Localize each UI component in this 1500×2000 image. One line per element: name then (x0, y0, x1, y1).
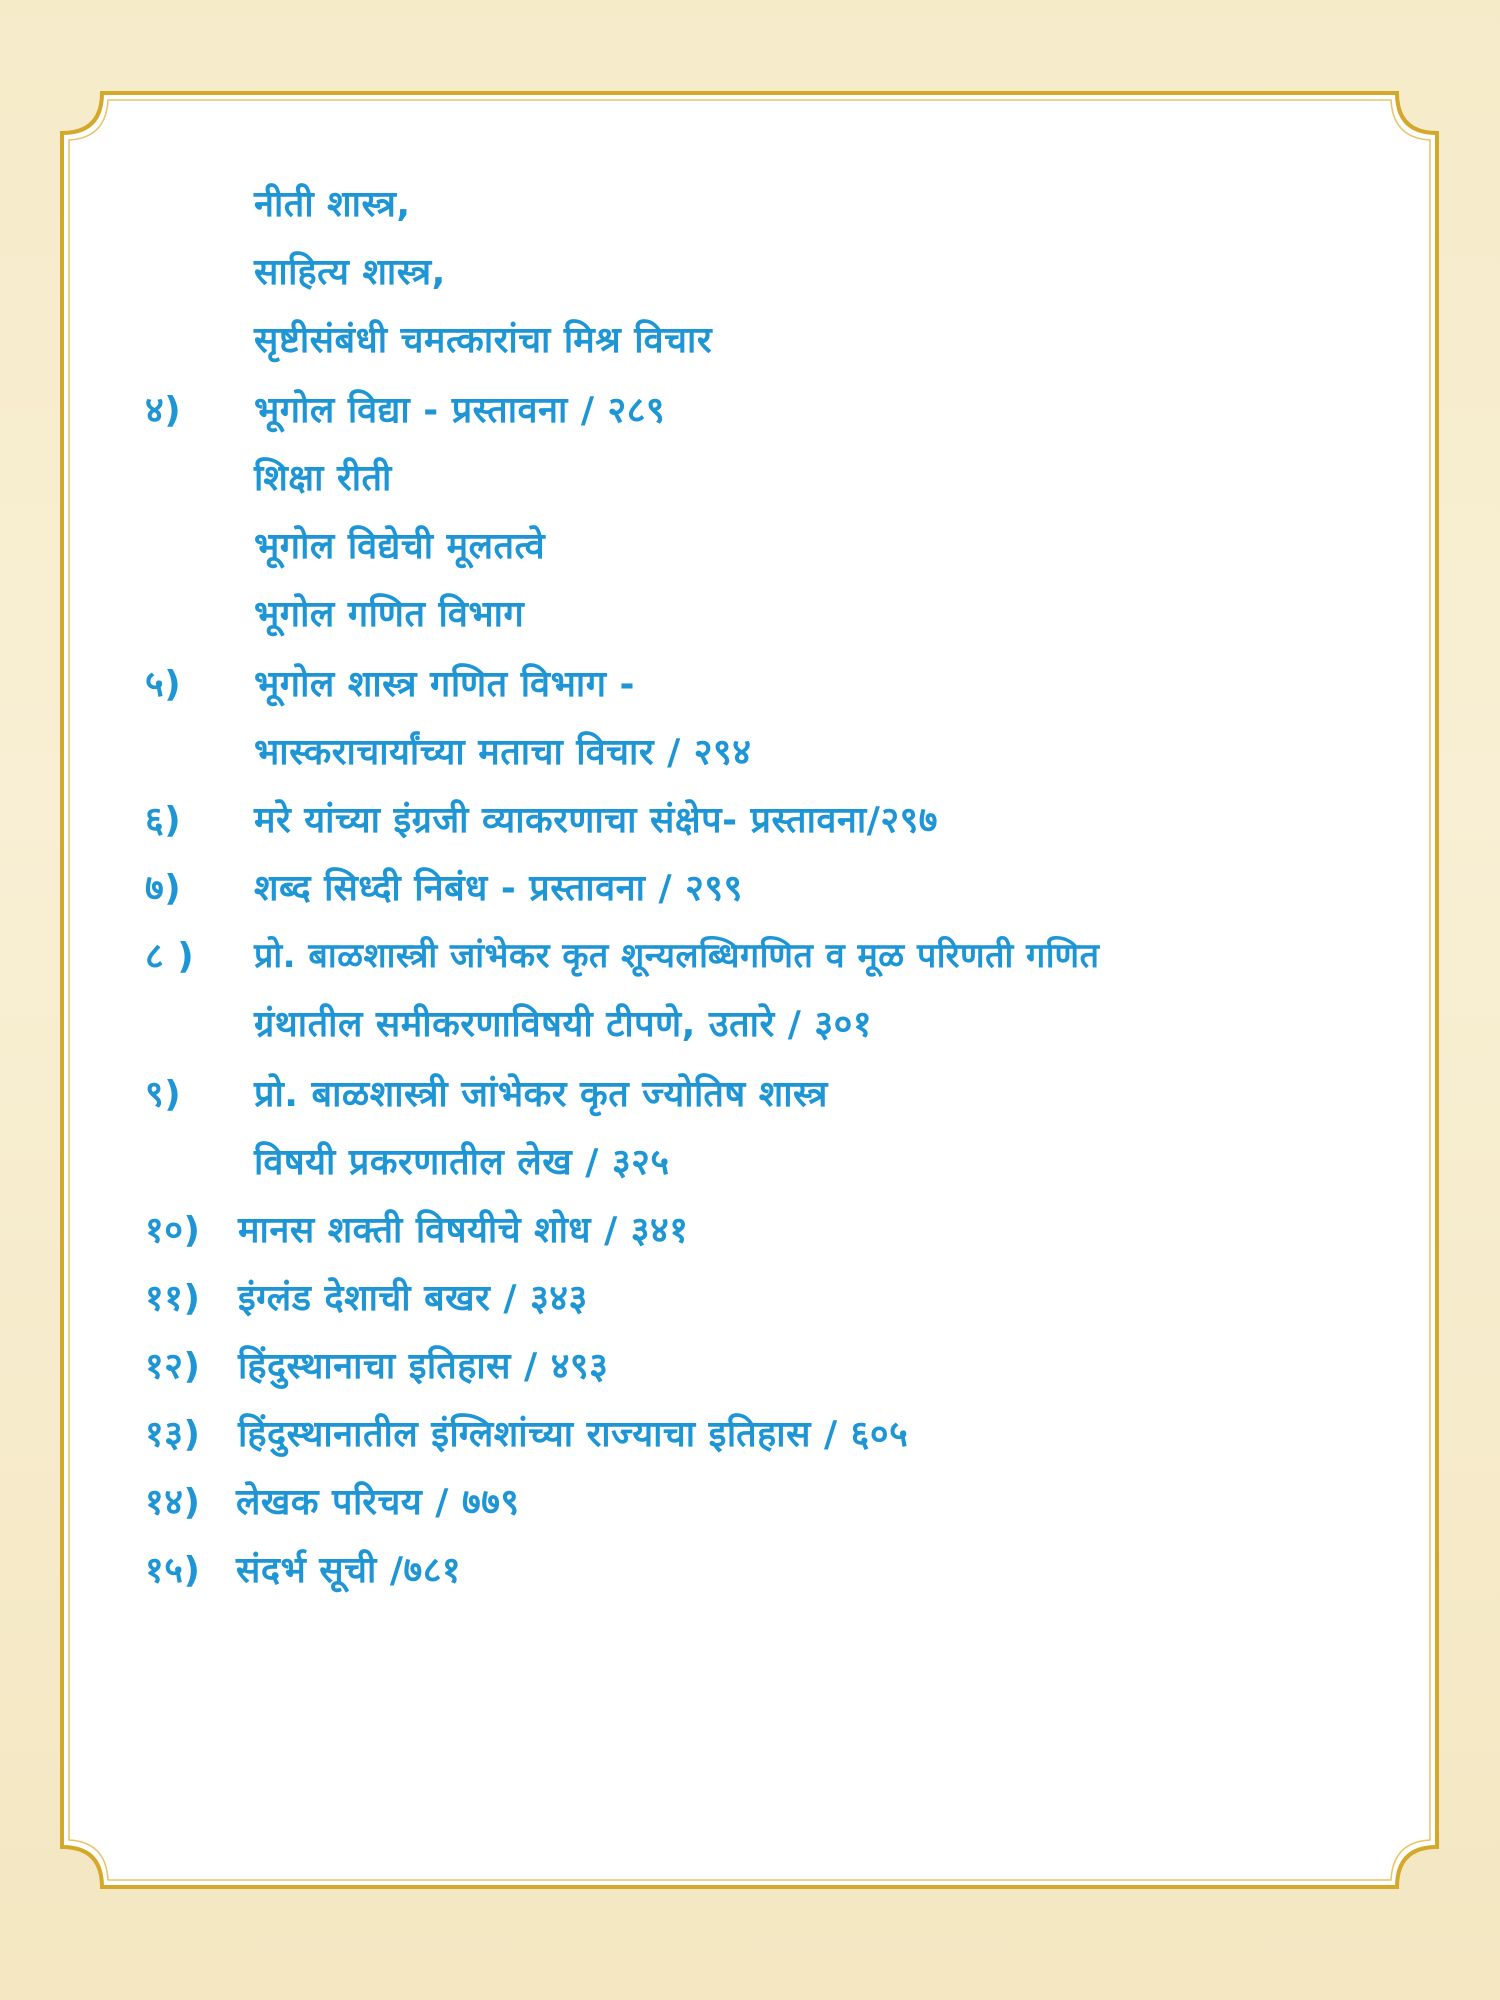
toc-number: ४) (145, 389, 182, 431)
toc-title: भूगोल शास्त्र गणित विभाग - (254, 663, 635, 705)
toc-title: शिक्षा रीती (254, 457, 392, 499)
toc-number: ११) (145, 1277, 201, 1319)
toc-number: ९) (145, 1073, 182, 1115)
toc-number: १४) (145, 1481, 201, 1523)
toc-title: प्रो. बाळशास्त्री जांभेकर कृत ज्योतिष शास्त्र (254, 1073, 828, 1115)
toc-title: शब्द सिध्दी निबंध - प्रस्तावना / २९९ (254, 867, 743, 909)
toc-title: मरे यांच्या इंग्रजी व्याकरणाचा संक्षेप- प्रस्तावना/२९७ (254, 799, 939, 841)
toc-title: विषयी प्रकरणातील लेख / ३२५ (254, 1141, 670, 1183)
toc-title: साहित्य शास्त्र, (254, 251, 446, 293)
toc-title: लेखक परिचय / ७७९ (236, 1481, 520, 1523)
toc-number: १०) (145, 1209, 201, 1251)
toc-number: ५) (145, 663, 182, 705)
toc-number: ८ ) (145, 935, 195, 977)
toc-title: भूगोल गणित विभाग (254, 593, 525, 635)
toc-title: भूगोल विद्या - प्रस्तावना / २८९ (254, 389, 666, 431)
toc-title: ग्रंथातील समीकरणाविषयी टीपणे, उतारे / ३०१ (254, 1003, 873, 1045)
toc-number: १३) (145, 1413, 201, 1455)
toc-title: मानस शक्ती विषयीचे शोध / ३४१ (238, 1209, 689, 1251)
toc-number: १२) (145, 1345, 201, 1387)
toc-title: हिंदुस्थानाचा इतिहास / ४९३ (238, 1345, 609, 1387)
toc-title: भूगोल विद्येची मूलतत्वे (254, 525, 546, 567)
toc-title: प्रो. बाळशास्त्री जांभेकर कृत शून्यलब्धिगणित व मूळ परिणती गणित (254, 936, 1100, 976)
toc-title: हिंदुस्थानातील इंग्लिशांच्या राज्याचा इतिहास / ६०५ (238, 1413, 909, 1455)
toc-title: सृष्टीसंबंधी चमत्कारांचा मिश्र विचार (254, 319, 713, 361)
toc-title: भास्कराचार्यांच्या मताचा विचार / २९४ (254, 731, 752, 773)
toc-title: इंग्लंड देशाची बखर / ३४३ (238, 1277, 588, 1319)
toc-title: संदर्भ सूची /७८१ (236, 1549, 462, 1591)
toc-number: १५) (145, 1549, 201, 1591)
toc-title: नीती शास्त्र, (254, 183, 411, 225)
toc-number: ६) (145, 799, 182, 841)
toc-number: ७) (145, 867, 182, 909)
